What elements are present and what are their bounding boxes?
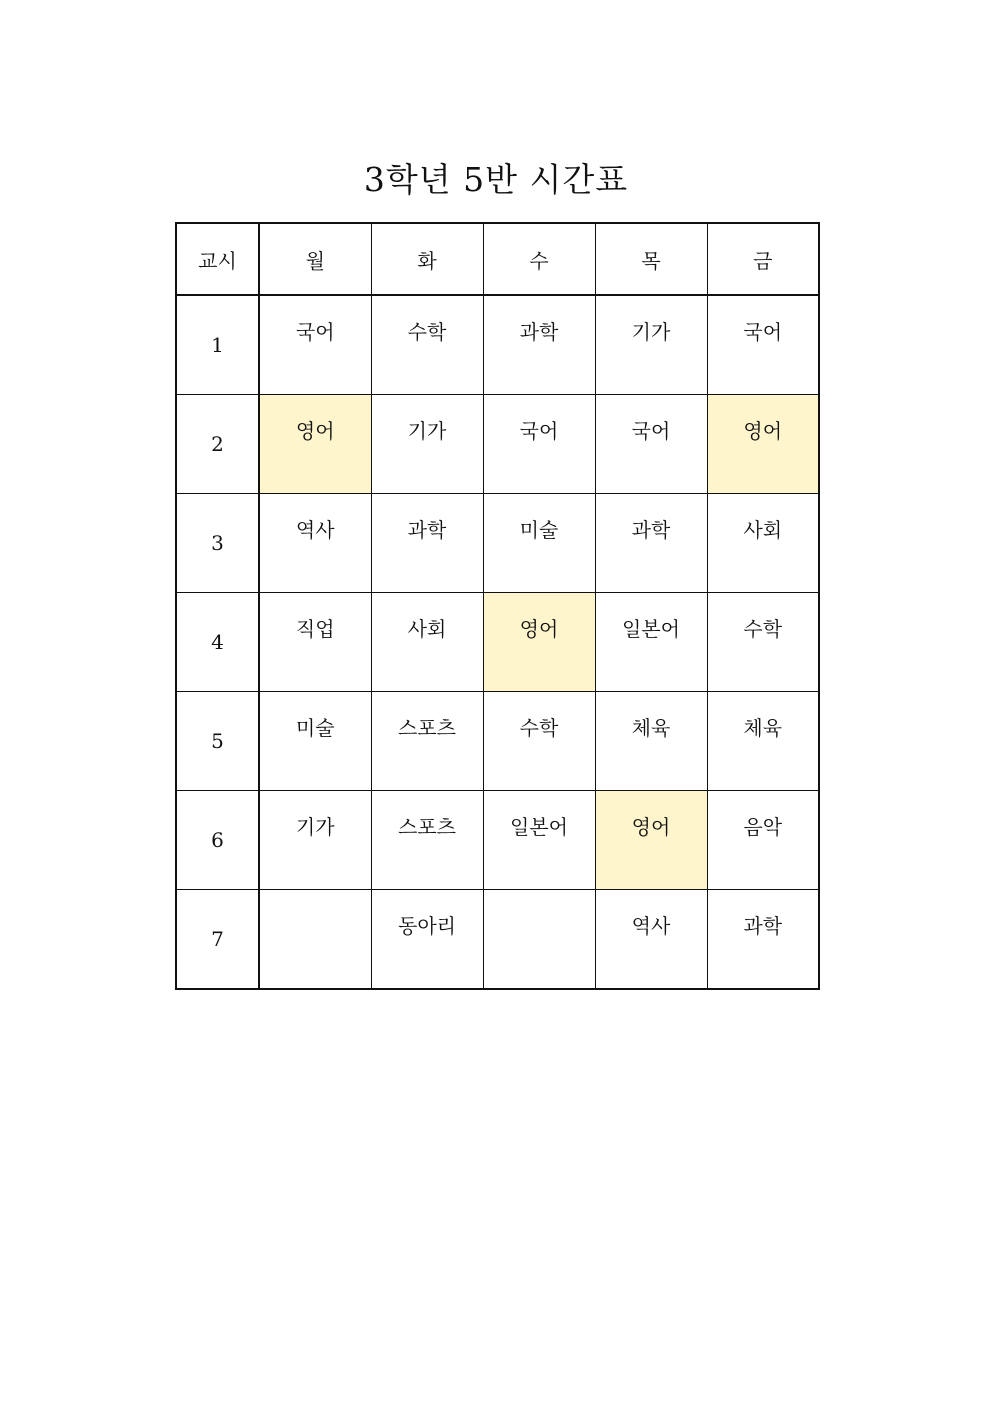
subject-cell-mon: 역사 bbox=[259, 494, 371, 593]
subject-cell-mon: 영어 bbox=[259, 395, 371, 494]
period-cell: 5 bbox=[176, 692, 259, 791]
period-cell: 3 bbox=[176, 494, 259, 593]
subject-cell-fri: 수학 bbox=[707, 593, 819, 692]
subject-cell-thu: 영어 bbox=[595, 791, 707, 890]
subject-cell-thu: 과학 bbox=[595, 494, 707, 593]
table-row bbox=[176, 395, 819, 494]
subject-cell-fri: 체육 bbox=[707, 692, 819, 791]
table-row bbox=[176, 593, 819, 692]
period-cell: 1 bbox=[176, 295, 259, 395]
subject-cell-tue: 동아리 bbox=[371, 890, 483, 990]
subject-cell-mon: 기가 bbox=[259, 791, 371, 890]
header-day-mon: 월 bbox=[259, 223, 371, 295]
subject-cell-fri: 사회 bbox=[707, 494, 819, 593]
subject-cell-fri: 음악 bbox=[707, 791, 819, 890]
subject-cell-mon bbox=[259, 890, 371, 990]
header-period: 교시 bbox=[176, 223, 259, 295]
subject-cell-fri: 영어 bbox=[707, 395, 819, 494]
period-cell: 2 bbox=[176, 395, 259, 494]
subject-cell-thu: 국어 bbox=[595, 395, 707, 494]
subject-cell-wed bbox=[483, 890, 595, 990]
subject-cell-wed: 수학 bbox=[483, 692, 595, 791]
subject-cell-tue: 스포츠 bbox=[371, 791, 483, 890]
subject-cell-fri: 과학 bbox=[707, 890, 819, 990]
subject-cell-tue: 사회 bbox=[371, 593, 483, 692]
subject-cell-mon: 미술 bbox=[259, 692, 371, 791]
header-row bbox=[176, 223, 819, 295]
subject-cell-wed: 국어 bbox=[483, 395, 595, 494]
subject-cell-mon: 국어 bbox=[259, 295, 371, 395]
table-row bbox=[176, 494, 819, 593]
period-cell: 7 bbox=[176, 890, 259, 990]
table-row bbox=[176, 791, 819, 890]
subject-cell-tue: 과학 bbox=[371, 494, 483, 593]
table-row bbox=[176, 890, 819, 990]
subject-cell-tue: 스포츠 bbox=[371, 692, 483, 791]
header-day-fri: 금 bbox=[707, 223, 819, 295]
header-day-thu: 목 bbox=[595, 223, 707, 295]
page-title: 3학년 5반 시간표 bbox=[363, 160, 629, 199]
subject-cell-tue: 수학 bbox=[371, 295, 483, 395]
period-cell: 6 bbox=[176, 791, 259, 890]
subject-cell-mon: 직업 bbox=[259, 593, 371, 692]
subject-cell-wed: 영어 bbox=[483, 593, 595, 692]
subject-cell-wed: 과학 bbox=[483, 295, 595, 395]
subject-cell-tue: 기가 bbox=[371, 395, 483, 494]
subject-cell-wed: 미술 bbox=[483, 494, 595, 593]
subject-cell-wed: 일본어 bbox=[483, 791, 595, 890]
subject-cell-thu: 일본어 bbox=[595, 593, 707, 692]
timetable bbox=[175, 222, 820, 990]
table-row bbox=[176, 295, 819, 395]
header-day-tue: 화 bbox=[371, 223, 483, 295]
subject-cell-fri: 국어 bbox=[707, 295, 819, 395]
subject-cell-thu: 역사 bbox=[595, 890, 707, 990]
table-row bbox=[176, 692, 819, 791]
period-cell: 4 bbox=[176, 593, 259, 692]
subject-cell-thu: 체육 bbox=[595, 692, 707, 791]
header-day-wed: 수 bbox=[483, 223, 595, 295]
subject-cell-thu: 기가 bbox=[595, 295, 707, 395]
